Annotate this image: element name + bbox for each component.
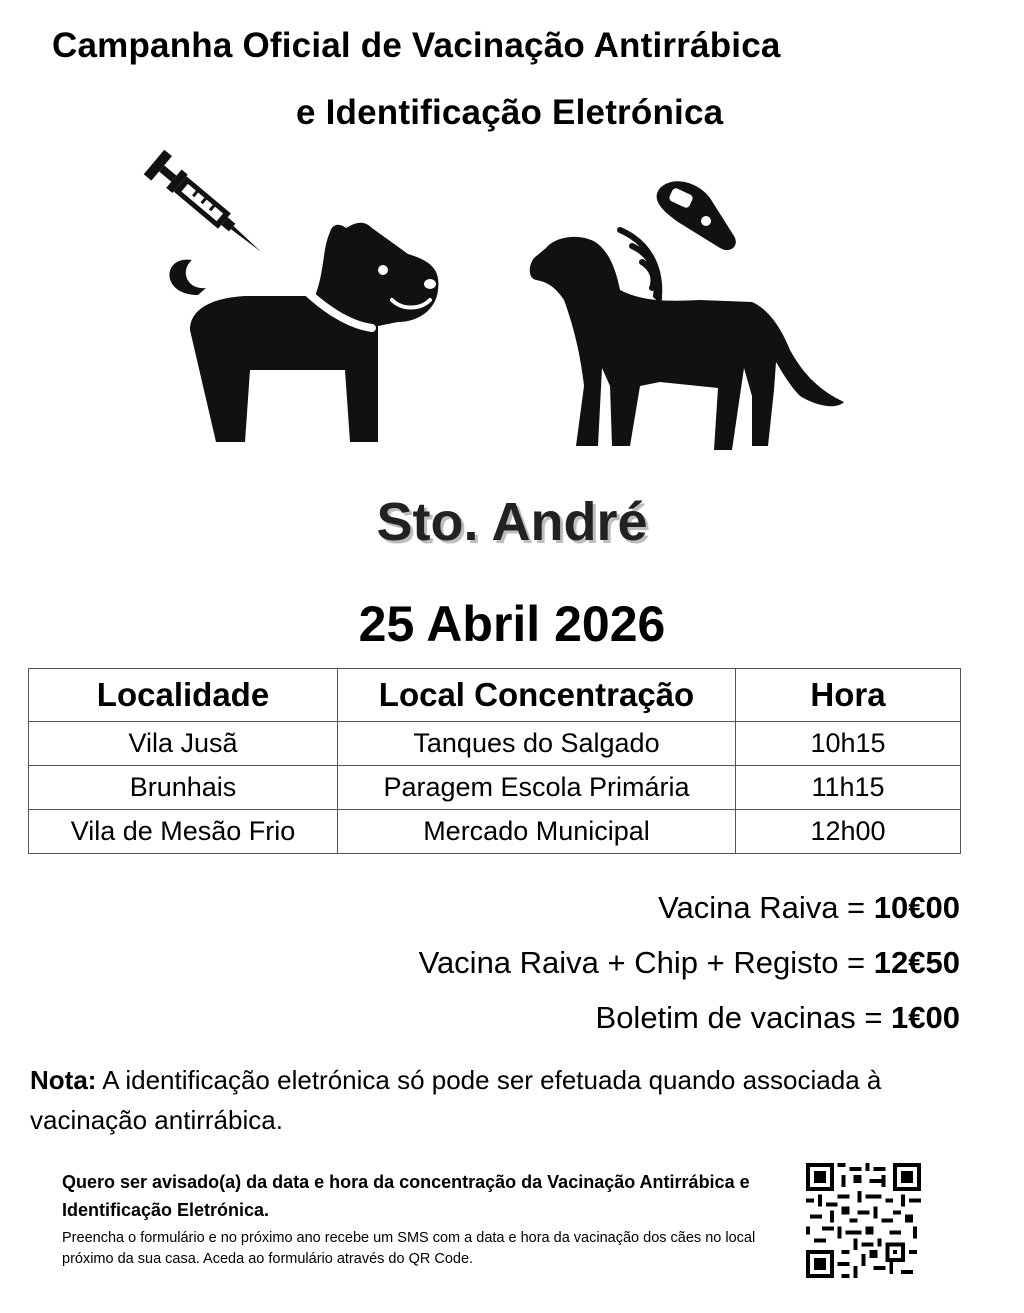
note-label: Nota: (30, 1065, 97, 1095)
event-date: 25 Abril 2026 (358, 596, 666, 652)
cell-local: Tanques do Salgado (338, 722, 736, 766)
price-line-vaccine-booklet (596, 998, 960, 1038)
note-paragraph (30, 1060, 980, 1140)
title-line-2: e Identificação Eletrónica (296, 93, 724, 132)
title-line-1: Campanha Oficial de Vacinação Antirrábica (52, 26, 781, 65)
sms-notice (62, 1168, 782, 1270)
schedule-table (28, 668, 961, 854)
event-place: Sto. André (376, 492, 648, 552)
cell-localidade: Brunhais (29, 766, 338, 810)
cell-hora: 10h15 (736, 722, 961, 766)
syringe-icon (144, 150, 272, 264)
cell-hora: 11h15 (736, 766, 961, 810)
cell-localidade: Vila de Mesão Frio (29, 810, 338, 854)
price-line-vaccine-chip-registry (419, 943, 960, 983)
column-header-hora: Hora (736, 669, 961, 722)
qr-code-icon[interactable] (806, 1163, 921, 1278)
cell-local: Paragem Escola Primária (338, 766, 736, 810)
cell-hora: 12h00 (736, 810, 961, 854)
price-label: Vacina Raiva + Chip + Registo = (418, 945, 874, 980)
table-header-row (29, 669, 961, 722)
table-row (29, 810, 961, 854)
column-header-local-concentracao: Local Concentração (338, 669, 736, 722)
price-value: 1€00 (891, 1000, 960, 1035)
price-value: 12€50 (873, 945, 960, 980)
table-row (29, 722, 961, 766)
cell-local: Mercado Municipal (338, 810, 736, 854)
notice-heading: Quero ser avisado(a) da data e hora da concentração da Vacinação Antirrábica e Identificação Eletrónica. (62, 1172, 750, 1220)
price-line-rabies-vaccine (658, 888, 960, 928)
price-value: 10€00 (873, 890, 960, 925)
notice-body: Preencha o formulário e no próximo ano recebe um SMS com a data e hora da vacinação dos cães no local próximo da sua casa. Aceda ao formulário através do QR Code. (62, 1230, 756, 1267)
price-label: Boletim de vacinas = (595, 1000, 892, 1035)
price-label: Vacina Raiva = (658, 890, 874, 925)
note-text: A identificação eletrónica só pode ser efetuada quando associada à vacinação antirrábica. (30, 1065, 882, 1135)
vaccinated-dog-icon (169, 223, 438, 442)
column-header-localidade: Localidade (29, 669, 338, 722)
cell-localidade: Vila Jusã (29, 722, 338, 766)
microchip-scanner-icon (657, 181, 736, 250)
table-row (29, 766, 961, 810)
labrador-dog-icon (530, 237, 844, 450)
campaign-illustration (140, 150, 860, 460)
